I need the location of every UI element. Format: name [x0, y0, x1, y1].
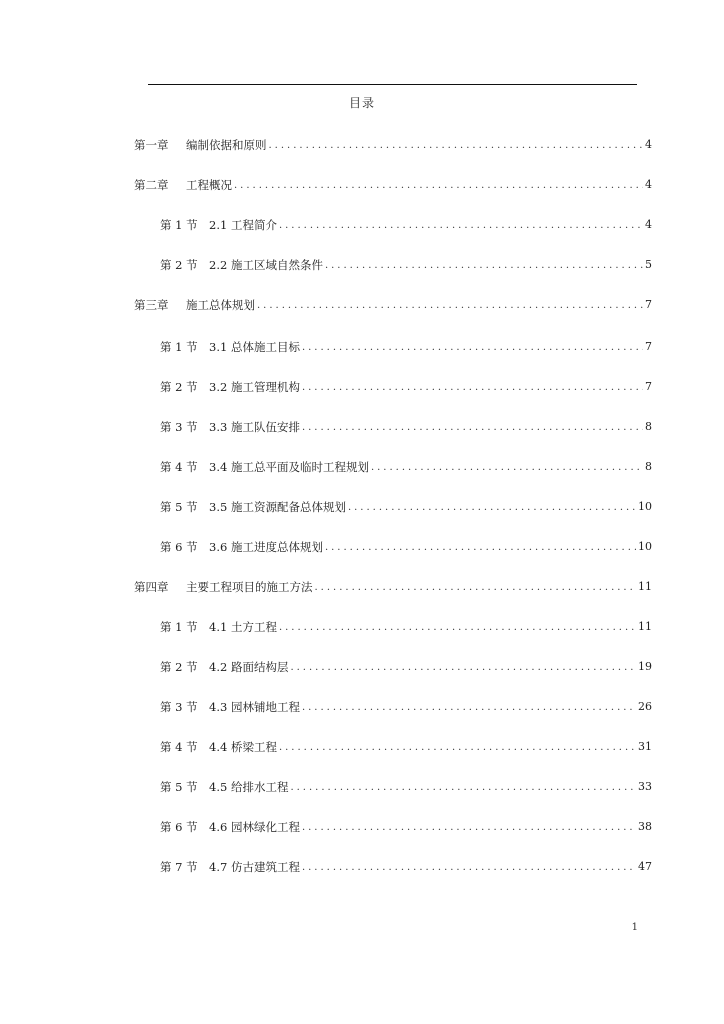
toc-entry-chapter[interactable]: [134, 177, 652, 193]
toc-entry-page: 7: [645, 380, 652, 393]
toc-entry-section[interactable]: [160, 459, 652, 475]
dot-leader: [234, 179, 643, 193]
toc-entry-number: 第 7 节: [160, 860, 198, 874]
toc-entry-number: 第 1 节: [160, 218, 198, 232]
toc-entry-title: 4.3 园林铺地工程: [209, 700, 300, 714]
toc-entry-title: 编制依据和原则: [186, 138, 267, 152]
toc-entry-number: 第 2 节: [160, 258, 198, 272]
toc-entry-number: 第 1 节: [160, 340, 198, 354]
toc-entry-page: 8: [645, 420, 652, 433]
toc-entry-page: 5: [645, 258, 652, 271]
dot-leader: [302, 701, 636, 715]
dot-leader: [325, 541, 636, 555]
dot-leader: [279, 621, 636, 635]
toc-entry-number: 第 3 节: [160, 420, 198, 434]
toc-entry-section[interactable]: [160, 539, 652, 555]
toc-entry-title: 4.7 仿古建筑工程: [209, 860, 300, 874]
toc-entry-page: 7: [645, 340, 652, 353]
toc-entry-page: 31: [638, 740, 652, 753]
toc-entry-page: 33: [638, 780, 652, 793]
dot-leader: [302, 341, 643, 355]
toc-entry-section[interactable]: [160, 257, 652, 273]
toc-entry-section[interactable]: [160, 699, 652, 715]
toc-entry-page: 19: [638, 660, 652, 673]
toc-entry-section[interactable]: [160, 819, 652, 835]
toc-entry-page: 4: [645, 218, 652, 231]
toc-entry-page: 26: [638, 700, 652, 713]
toc-entry-chapter[interactable]: [134, 297, 652, 313]
toc-entry-section[interactable]: [160, 859, 652, 875]
dot-leader: [279, 741, 636, 755]
toc-entry-title: 3.3 施工队伍安排: [209, 420, 300, 434]
toc-entry-page: 7: [645, 298, 652, 311]
toc-entry-title: 3.2 施工管理机构: [209, 380, 300, 394]
toc-entry-number: 第一章: [134, 138, 169, 152]
toc-entry-section[interactable]: [160, 739, 652, 755]
dot-leader: [269, 139, 644, 153]
dot-leader: [290, 781, 636, 795]
toc-entry-section[interactable]: [160, 217, 652, 233]
toc-entry-page: 4: [645, 138, 652, 151]
toc-entry-section[interactable]: [160, 339, 652, 355]
toc-entry-page: 11: [638, 580, 652, 593]
toc-entry-title: 4.1 土方工程: [209, 620, 277, 634]
toc-entry-section[interactable]: [160, 779, 652, 795]
dot-leader: [315, 581, 637, 595]
toc-entry-chapter[interactable]: [134, 579, 652, 595]
toc-entry-number: 第 6 节: [160, 540, 198, 554]
toc-entry-number: 第 6 节: [160, 820, 198, 834]
toc-entry-page: 47: [638, 860, 652, 873]
toc-entry-title: 4.6 园林绿化工程: [209, 820, 300, 834]
toc-entry-title: 主要工程项目的施工方法: [186, 580, 313, 594]
toc-entry-title: 3.4 施工总平面及临时工程规划: [209, 460, 369, 474]
toc-title: 目录: [348, 96, 375, 110]
toc-entry-page: 10: [638, 500, 652, 513]
dot-leader: [290, 661, 636, 675]
toc-entry-number: 第 2 节: [160, 380, 198, 394]
dot-leader: [302, 821, 636, 835]
toc-entry-section[interactable]: [160, 379, 652, 395]
toc-entry-number: 第 5 节: [160, 500, 198, 514]
toc-entry-title: 3.1 总体施工目标: [209, 340, 300, 354]
toc-entry-number: 第 3 节: [160, 700, 198, 714]
toc-entry-page: 8: [645, 460, 652, 473]
toc-entry-title: 施工总体规划: [186, 298, 255, 312]
toc-entry-number: 第三章: [134, 298, 169, 312]
dot-leader: [302, 381, 643, 395]
toc-entry-title: 3.6 施工进度总体规划: [209, 540, 323, 554]
toc-entry-chapter[interactable]: [134, 137, 652, 153]
toc-entry-title: 2.2 施工区域自然条件: [209, 258, 323, 272]
dot-leader: [279, 219, 643, 233]
toc-entry-number: 第 1 节: [160, 620, 198, 634]
toc-entry-title: 4.5 给排水工程: [209, 780, 289, 794]
dot-leader: [371, 461, 643, 475]
dot-leader: [257, 299, 643, 313]
toc-entry-number: 第 4 节: [160, 460, 198, 474]
dot-leader: [348, 501, 636, 515]
toc-entry-title: 3.5 施工资源配备总体规划: [209, 500, 346, 514]
toc-entry-title: 4.4 桥梁工程: [209, 740, 277, 754]
toc-entry-number: 第 5 节: [160, 780, 198, 794]
dot-leader: [302, 861, 636, 875]
dot-leader: [325, 259, 643, 273]
toc-entry-number: 第 4 节: [160, 740, 198, 754]
toc-entry-title: 4.2 路面结构层: [209, 660, 289, 674]
toc-entry-section[interactable]: [160, 619, 652, 635]
toc-entry-number: 第四章: [134, 580, 169, 594]
toc-entry-number: 第 2 节: [160, 660, 198, 674]
toc-entry-title: 工程概况: [186, 178, 232, 192]
toc-entry-page: 4: [645, 178, 652, 191]
page-number: 1: [631, 922, 638, 933]
toc-entry-page: 10: [638, 540, 652, 553]
toc-entry-title: 2.1 工程简介: [209, 218, 277, 232]
dot-leader: [302, 421, 643, 435]
toc-entry-page: 38: [638, 820, 652, 833]
toc-entry-page: 11: [638, 620, 652, 633]
toc-entry-number: 第二章: [134, 178, 169, 192]
toc-entry-section[interactable]: [160, 499, 652, 515]
toc-entry-section[interactable]: [160, 419, 652, 435]
toc-entry-section[interactable]: [160, 659, 652, 675]
